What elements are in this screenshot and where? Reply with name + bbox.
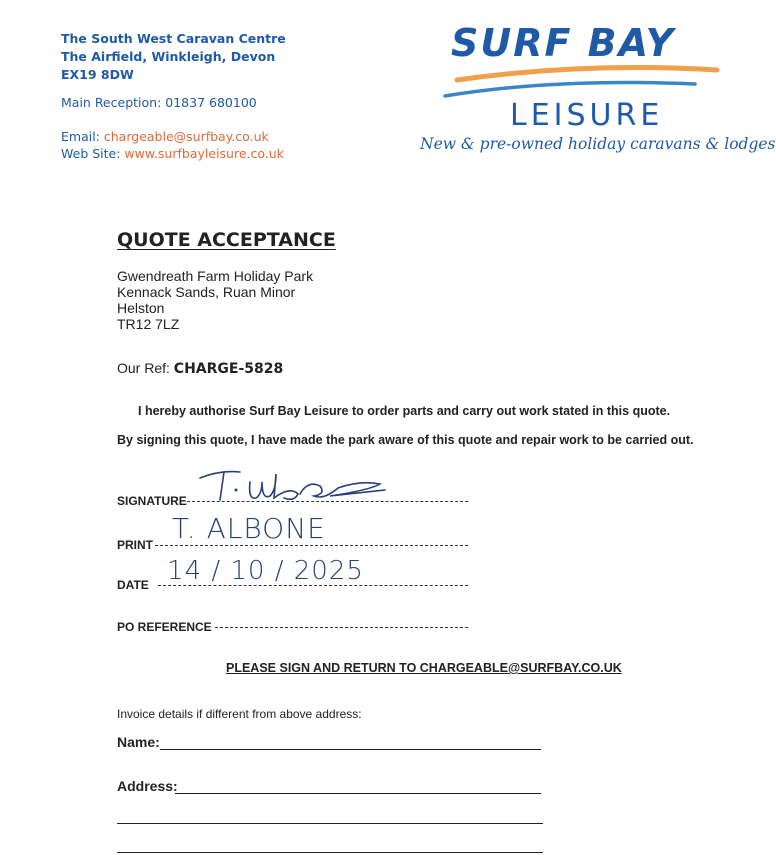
po-reference-line[interactable] xyxy=(215,627,468,628)
print-value[interactable]: T. ALBONE xyxy=(172,512,326,545)
date-value[interactable]: 14 / 10 / 2025 xyxy=(167,556,364,586)
print-label: PRINT xyxy=(117,538,153,552)
invoice-intro: Invoice details if different from above address: xyxy=(117,707,362,721)
invoice-address-line-2[interactable] xyxy=(117,823,543,824)
company-line: EX19 8DW xyxy=(61,67,134,82)
logo-wave-blue xyxy=(445,83,695,97)
address-line: Kennack Sands, Ruan Minor xyxy=(117,284,296,300)
website-link[interactable]: www.surfbayleisure.co.uk xyxy=(124,146,284,161)
authorisation-statement: I hereby authorise Surf Bay Leisure to order parts and carry out work stated in this quote. xyxy=(138,404,671,418)
invoice-name-line[interactable] xyxy=(160,749,541,750)
ref-label: Our Ref: xyxy=(117,360,170,376)
reception-phone: 01837 680100 xyxy=(165,95,257,110)
logo-brand-bottom: LEISURE xyxy=(510,98,664,133)
address-line: Helston xyxy=(117,300,165,316)
invoice-address-line-1[interactable] xyxy=(175,793,541,794)
reception-label: Main Reception: xyxy=(61,95,162,110)
park-address xyxy=(117,268,313,332)
website-label: Web Site: xyxy=(61,146,121,161)
invoice-address-label: Address: xyxy=(117,778,178,794)
company-line: The South West Caravan Centre xyxy=(61,31,286,46)
reception-line xyxy=(61,95,257,110)
contact-block xyxy=(61,128,284,162)
logo-brand-top: SURF BAY xyxy=(451,21,676,65)
invoice-name-label: Name: xyxy=(117,734,160,750)
address-line: TR12 7LZ xyxy=(117,316,180,332)
awareness-statement: By signing this quote, I have made the park aware of this quote and repair work to be carried out. xyxy=(117,433,694,447)
print-line xyxy=(155,545,468,546)
signature-label: SIGNATURE xyxy=(117,494,187,508)
date-label: DATE xyxy=(117,578,149,592)
invoice-address-line-3[interactable] xyxy=(117,852,543,853)
return-instruction: PLEASE SIGN AND RETURN TO CHARGEABLE@SURFBAY.CO.UK xyxy=(226,661,622,675)
company-line: The Airfield, Winkleigh, Devon xyxy=(61,49,276,64)
signature-value: T. Albone xyxy=(180,447,246,464)
ref-value: CHARGE-5828 xyxy=(173,361,284,377)
logo-tagline: New & pre-owned holiday caravans & lodges xyxy=(420,135,776,153)
surf-bay-logo xyxy=(415,18,755,133)
email-label: Email: xyxy=(61,129,100,144)
address-line: Gwendreath Farm Holiday Park xyxy=(117,268,314,284)
signature-mark[interactable] xyxy=(180,447,410,510)
email-link[interactable]: chargeable@surfbay.co.uk xyxy=(103,129,269,144)
reference-line xyxy=(117,360,283,377)
logo-wave-orange xyxy=(457,68,717,80)
po-reference-label: PO REFERENCE xyxy=(117,620,212,634)
company-address xyxy=(61,30,286,84)
page-title: QUOTE ACCEPTANCE xyxy=(117,229,336,251)
